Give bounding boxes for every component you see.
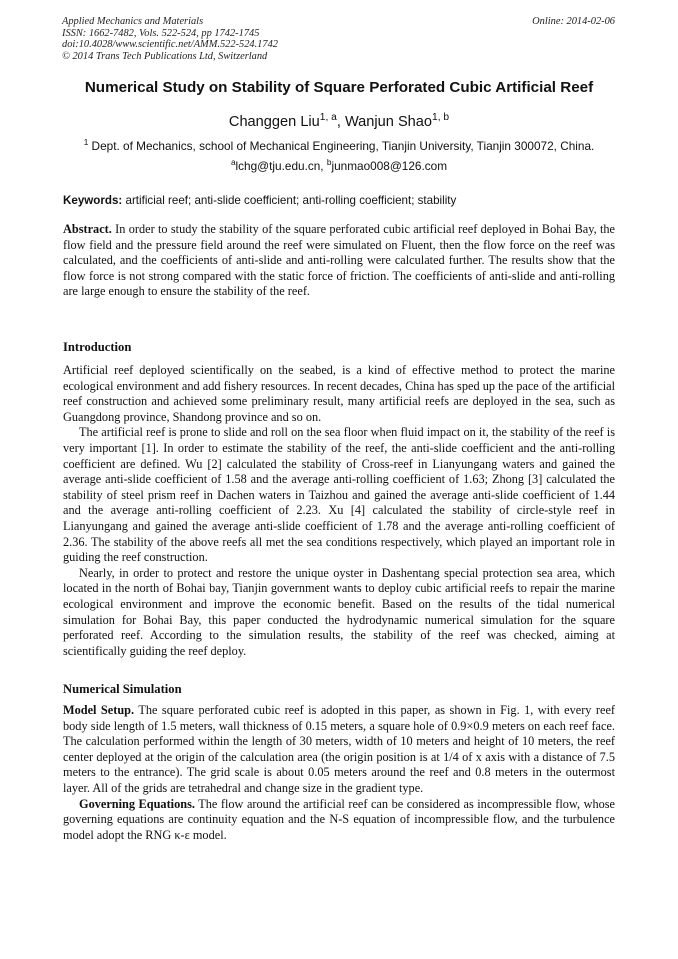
author-affil-sup: 1, a — [319, 112, 337, 124]
author-list — [0, 114, 678, 130]
paragraph: Nearly, in order to protect and restore the unique oyster in Dashentang special protection sea area, which located in the north of Bohai bay, Tianjin government wants to deploy cubic artificial reefs to repair the marine ecological environment and improve the economic benefit. Based on the results of the tidal numerical simulation for Bohai Bay, this paper conducted the hydrodynamic numerical simulation for the square perforated reef. According to the simulation results, the stability of the reef was checked, aiming at scientifically guiding the reef deploy. — [63, 565, 615, 658]
subsection-label: Governing Equations. — [79, 796, 195, 811]
section-heading: Numerical Simulation — [63, 682, 182, 696]
author-emails — [0, 159, 678, 173]
email-sup: b — [326, 158, 332, 168]
paper-title: Numerical Study on Stability of Square Perforated Cubic Artificial Reef — [84, 79, 594, 96]
abstract-text: In order to study the stability of the square perforated cubic artificial reef deployed in Bohai Bay, the flow field and the pressure field around the reef were simulated on Fluent, then the flow force on the reef was calculated, and the coefficients of anti-slide and anti-rolling were calculated further. The results show that the flow force is not strong compared with the static force of friction. The coefficients of anti-slide and anti-rolling are large enough to ensure the stability of the reef. — [63, 222, 615, 299]
numerical-simulation-body — [63, 703, 615, 843]
abstract-label: Abstract. — [63, 222, 112, 236]
paragraph: The artificial reef is prone to slide and roll on the sea floor when fluid impact on it, the stability of the reef is very important [1]. In order to estimate the stability of the reef, the anti-slide coefficient and the anti-rolling coefficient are defined. Wu [2] calculated the stability of Cross-reef in Lianyungang waters and gained the average anti-slide coefficient of 1.58 and the average anti-rolling coefficient of 1.63; Zhong [3] calculated the stability of steel prism reef in Dachen waters in Taizhou and gained the average anti-slide coefficient of 1.44 and the average anti-rolling coefficient of 2.23. Xu [4] calculated the stability of circle-style reef in Lianyungang and gained the average anti-slide coefficient of 1.78 and the average anti-rolling coefficient of 2.36. The stability of the above reefs all met the sea conditions respectively, which played an important role in guiding the reef construction. — [63, 425, 615, 565]
author-name: Changgen Liu — [228, 114, 320, 130]
subsection-label: Model Setup. — [63, 703, 135, 717]
affil-sup: 1 — [83, 138, 89, 148]
email-link[interactable]: junmao008@126.com — [331, 159, 448, 173]
author-name: Wanjun Shao — [344, 114, 433, 130]
affiliation — [0, 139, 678, 153]
email-link[interactable]: lchg@tju.edu.cn, — [235, 159, 327, 173]
online-date: Online: 2014-02-06 — [532, 16, 615, 27]
issn-line: ISSN: 1662-7482, Vols. 522-524, pp 1742-1745 — [62, 27, 260, 39]
keywords-label: Keywords: — [63, 194, 123, 207]
paragraph: Artificial reef deployed scientifically on the seabed, is a kind of effective method to protect the marine ecological environment and add fishery resources. In recent decades, China has sped up the pace of the artificial reef construction and achieved some preliminary result, many artificial reefs are deployed in the sea, such as Guangdong province, Shandong province and so on. — [63, 363, 615, 424]
keywords — [63, 194, 456, 207]
keywords-text: artificial reef; anti-slide coefficient; anti-rolling coefficient; stability — [122, 194, 457, 207]
abstract — [63, 222, 615, 300]
copyright-line: © 2014 Trans Tech Publications Ltd, Switzerland — [62, 50, 268, 62]
affiliation-text: Dept. of Mechanics, school of Mechanical Engineering, Tianjin University, Tianjin 300072, China. — [88, 139, 595, 153]
section-heading: Introduction — [63, 340, 132, 354]
doi-line: doi:10.4028/www.scientific.net/AMM.522-524.1742 — [62, 39, 278, 51]
author-affil-sup: 1, b — [432, 112, 450, 124]
journal-name: Applied Mechanics and Materials — [62, 16, 204, 27]
introduction-body — [63, 363, 615, 659]
paragraph: The flow around the artificial reef can be considered as incompressible flow, whose governing equations are continuity equation and the N-S equation of incompressible flow, and the turbulence model adopt the RNG κ-ε model. — [63, 796, 615, 842]
paragraph: The square perforated cubic reef is adopted in this paper, as shown in Fig. 1, with every reef body side length of 1.5 meters, wall thickness of 0.15 meters, a square hole of 0.9×0.9 meters on each reef face. The calculation performed within the length of 30 meters, width of 10 meters and height of 10 meters, the reef center deployed at the origin of the calculation area (the origin position is at 1/4 of x axis with a distance of 7.5 meters to the entrance). The grid scale is about 0.05 meters around the reef and 0.8 meters in the outermost layer. All of the grids are tetrahedral and change size in the gradient type. — [63, 703, 616, 795]
author-separator: , — [336, 114, 345, 130]
journal-header — [62, 16, 278, 62]
email-sup: a — [230, 158, 236, 168]
